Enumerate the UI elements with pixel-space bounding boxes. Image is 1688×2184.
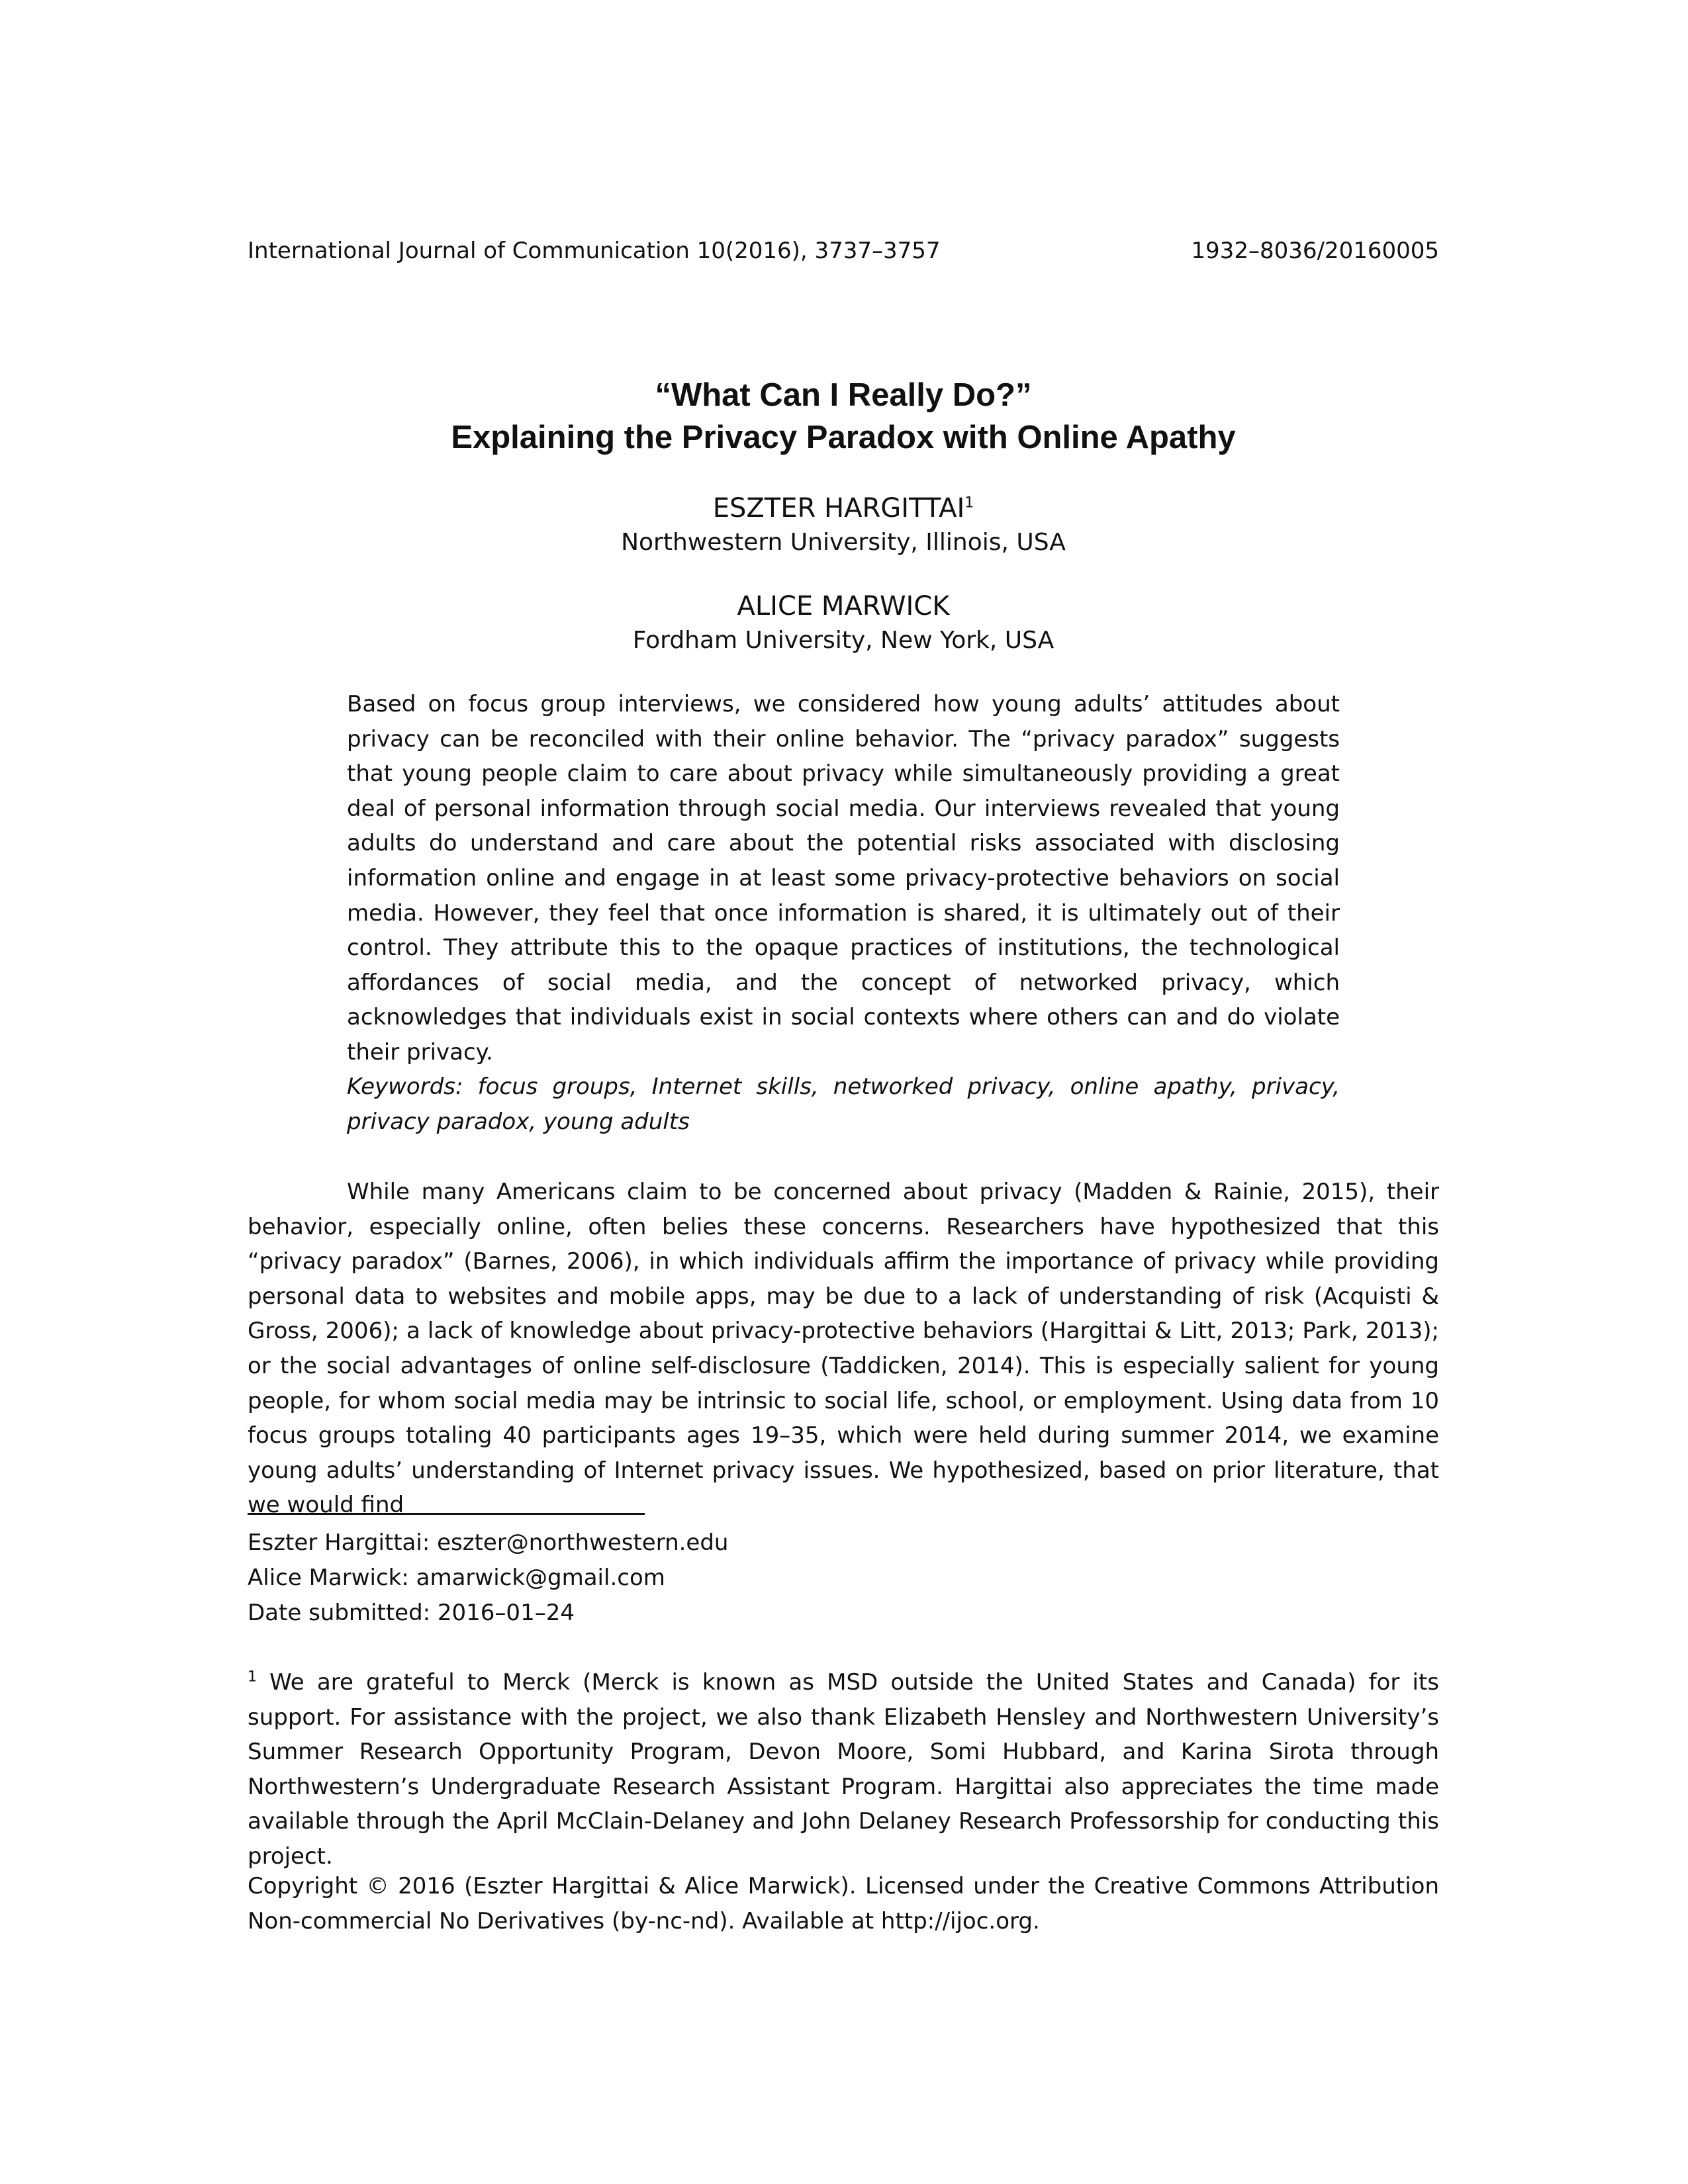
title-line-2: Explaining the Privacy Paradox with Online Apathy	[451, 420, 1236, 455]
author-contacts	[248, 1525, 1439, 1631]
footnote-text: We are grateful to Merck (Merck is known as MSD outside the United States and Canada) for its support. For assistance with the project, we also thank Elizabeth Hensley and Northwestern University’s Summer Research Opportunity Program, Devon Moore, Somi Hubbard, and Karina Sirota through Northwestern’s Undergraduate Research Assistant Program. Hargittai also appreciates the time made available through the April McClain-Delaney and John Delaney Research Professorship for conducting this project.	[248, 1669, 1439, 1870]
keywords: Keywords: focus groups, Internet skills, networked privacy, online apathy, privacy, privacy paradox, young adults	[347, 1073, 1340, 1135]
author-1-name: ESZTER HARGITTAI	[712, 493, 965, 523]
author-1	[248, 491, 1439, 525]
copyright-notice: Copyright © 2016 (Eszter Hargittai & Alice Marwick). Licensed under the Creative Commons Attribution Non-commercial No Derivatives (by-nc-nd). Available at http://ijoc.org.	[248, 1873, 1439, 1934]
article-title	[248, 374, 1439, 459]
abstract: Based on focus group interviews, we considered how young adults’ attitudes about privacy can be reconciled with their online behavior. The “privacy paradox” suggests that young people claim to care about privacy while simultaneously providing a great deal of personal information through social media. Our interviews revealed that young adults do understand and care about the potential risks associated with disclosing information online and engage in at least some privacy-protective behaviors on social media. However, they feel that once information is shared, it is ultimately out of their control. They attribute this to the opaque practices of institutions, the technological affordances of social media, and the concept of networked privacy, which acknowledges that individuals exist in social contexts where others can and do violate their privacy.	[347, 691, 1340, 1066]
author-1-footnote-mark: 1	[964, 494, 974, 512]
body-paragraph: While many Americans claim to be concerned about privacy (Madden & Rainie, 2015), their behavior, especially online, often belies these concerns. Researchers have hypothesized that this “privacy paradox” (Barnes, 2006), in which individuals affirm the importance of privacy while providing personal data to websites and mobile apps, may be due to a lack of understanding of risk (Acquisti & Gross, 2006); a lack of knowledge about privacy-protective behaviors (Hargittai & Litt, 2013; Park, 2013); or the social advantages of online self-disclosure (Taddicken, 2014). This is especially salient for young people, for whom social media may be intrinsic to social life, school, or employment. Using data from 10 focus groups totaling 40 participants ages 19–35, which were held during summer 2014, we examine young adults’ understanding of Internet privacy issues. We hypothesized, based on prior literature, that we would find	[248, 1179, 1439, 1519]
title-line-1: “What Can I Really Do?”	[655, 377, 1032, 413]
author-2	[248, 589, 1439, 623]
footnote-1	[248, 1665, 1439, 1874]
footnote-rule	[248, 1513, 645, 1515]
author-2-name: ALICE MARWICK	[737, 591, 950, 621]
journal-citation: International Journal of Communication 10(2016), 3737–3757	[248, 238, 941, 264]
issn: 1932–8036/20160005	[1191, 238, 1439, 264]
author-1-affiliation: Northwestern University, Illinois, USA	[621, 529, 1066, 556]
author-2-affiliation: Fordham University, New York, USA	[632, 627, 1055, 654]
running-head	[248, 235, 1439, 267]
contact-marwick: Alice Marwick: amarwick@gmail.com	[248, 1565, 665, 1591]
footnote-mark: 1	[248, 1668, 257, 1686]
contact-hargittai: Eszter Hargittai: eszter@northwestern.edu	[248, 1529, 729, 1556]
date-submitted: Date submitted: 2016–01–24	[248, 1600, 575, 1626]
